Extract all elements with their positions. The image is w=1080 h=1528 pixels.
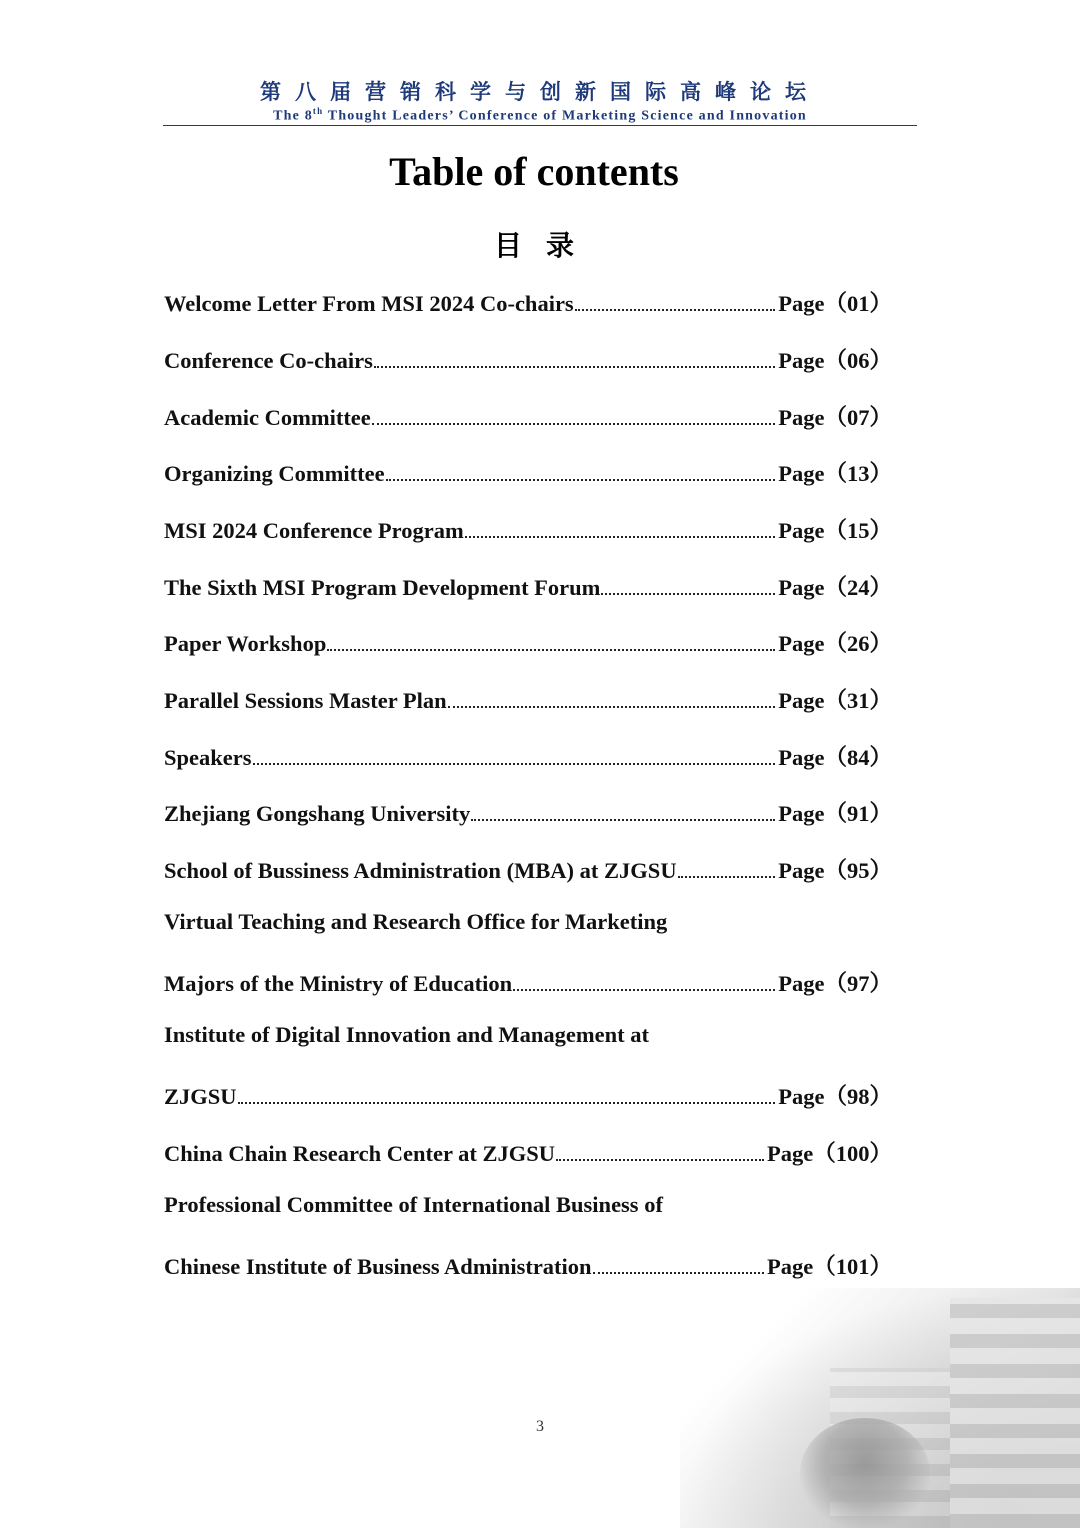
- toc-entry-page: Page（07）: [778, 405, 892, 430]
- toc-entry-label: Academic Committee: [164, 405, 371, 430]
- building-image: [950, 1298, 1080, 1528]
- toc-entry-line1: Virtual Teaching and Research Office for Marketing: [164, 909, 668, 934]
- campus-photo: [680, 1288, 1080, 1528]
- toc-entry-page: Page（100）: [767, 1141, 892, 1166]
- toc-entry-page: Page（98）: [778, 1084, 892, 1109]
- toc-entry-line1: Institute of Digital Innovation and Management at: [164, 1022, 650, 1047]
- toc-entry-page: Page（24）: [778, 575, 892, 600]
- tree-image: [800, 1418, 930, 1528]
- toc-entry-label: MSI 2024 Conference Program: [164, 518, 464, 543]
- toc-entry-label: Chinese Institute of Business Administration: [164, 1254, 592, 1279]
- toc-entry-label: The Sixth MSI Program Development Forum: [164, 575, 601, 600]
- toc-entry-label: Majors of the Ministry of Education: [164, 971, 513, 996]
- toc-entry-label: China Chain Research Center at ZJGSU: [164, 1141, 556, 1166]
- toc-entry[interactable]: [164, 853, 892, 885]
- toc-entry-page: Page（97）: [778, 971, 892, 996]
- toc-entry-label: Paper Workshop: [164, 631, 327, 656]
- toc-entry-label: Organizing Committee: [164, 461, 385, 486]
- toc-dot-leader: [253, 763, 776, 765]
- header-chinese-title: 第八届营销科学与创新国际高峰论坛: [260, 80, 820, 104]
- toc-entry-page: Page（13）: [778, 461, 892, 486]
- header-english-title: [163, 106, 917, 125]
- toc-dot-leader: [471, 819, 775, 821]
- toc-dot-leader: [556, 1159, 764, 1161]
- header-en-prefix: The 8: [273, 108, 313, 124]
- toc-entry[interactable]: [164, 456, 892, 488]
- page-number: 3: [536, 1418, 544, 1435]
- toc-dot-leader: [372, 423, 775, 425]
- toc-entry[interactable]: [164, 343, 892, 375]
- toc-entry-label: Conference Co-chairs: [164, 348, 373, 373]
- toc-entry[interactable]: [164, 740, 892, 772]
- toc-entry[interactable]: [164, 513, 892, 545]
- toc-entry[interactable]: [164, 626, 892, 658]
- toc-entry[interactable]: [164, 400, 892, 432]
- toc-entry-page: Page（91）: [778, 801, 892, 826]
- toc-dot-leader: [678, 876, 776, 878]
- toc-entry-label: Zhejiang Gongshang University: [164, 801, 471, 826]
- toc-entry-line1: Professional Committee of International Business of: [164, 1192, 663, 1217]
- toc-dot-leader: [593, 1272, 764, 1274]
- toc-entry-page: Page（101）: [767, 1254, 892, 1279]
- toc-dot-leader: [575, 309, 776, 311]
- toc-entry[interactable]: [164, 1079, 892, 1111]
- toc-dot-leader: [386, 479, 776, 481]
- toc-entry-page: Page（84）: [778, 745, 892, 770]
- toc-entry-page: Page（01）: [778, 291, 892, 316]
- toc-entry-page: Page（31）: [778, 688, 892, 713]
- toc-dot-leader: [513, 989, 775, 991]
- page-subtitle: 目录: [493, 229, 598, 262]
- header-divider: [163, 125, 917, 126]
- toc-dot-leader: [448, 706, 776, 708]
- toc-entry-label: School of Bussiness Administration (MBA) at ZJGSU: [164, 858, 677, 883]
- toc-entry-label: Speakers: [164, 745, 252, 770]
- toc-entry[interactable]: [164, 286, 892, 318]
- toc-entry-label: ZJGSU: [164, 1084, 237, 1109]
- page-title: Table of contents: [389, 149, 679, 194]
- toc-entry[interactable]: [164, 683, 892, 715]
- toc-entry-page: Page（15）: [778, 518, 892, 543]
- header-en-suffix: Thought Leaders’ Conference of Marketing Science and Innovation: [323, 108, 807, 124]
- toc-dot-leader: [327, 649, 775, 651]
- toc-entry-label: Parallel Sessions Master Plan: [164, 688, 447, 713]
- toc-entry[interactable]: [164, 570, 892, 602]
- toc-dot-leader: [238, 1102, 776, 1104]
- toc-entry-page: Page（26）: [778, 631, 892, 656]
- toc-entry-label: Welcome Letter From MSI 2024 Co-chairs: [164, 291, 574, 316]
- toc-dot-leader: [374, 366, 775, 368]
- toc-dot-leader: [601, 593, 775, 595]
- toc-dot-leader: [465, 536, 776, 538]
- toc-entry[interactable]: [164, 796, 892, 828]
- toc-entry[interactable]: [164, 1136, 892, 1168]
- toc-entry[interactable]: [164, 966, 892, 998]
- toc-entry-page: Page（95）: [778, 858, 892, 883]
- toc-entry-page: Page（06）: [778, 348, 892, 373]
- header-en-superscript: th: [312, 106, 324, 116]
- toc-entry[interactable]: [164, 1249, 892, 1281]
